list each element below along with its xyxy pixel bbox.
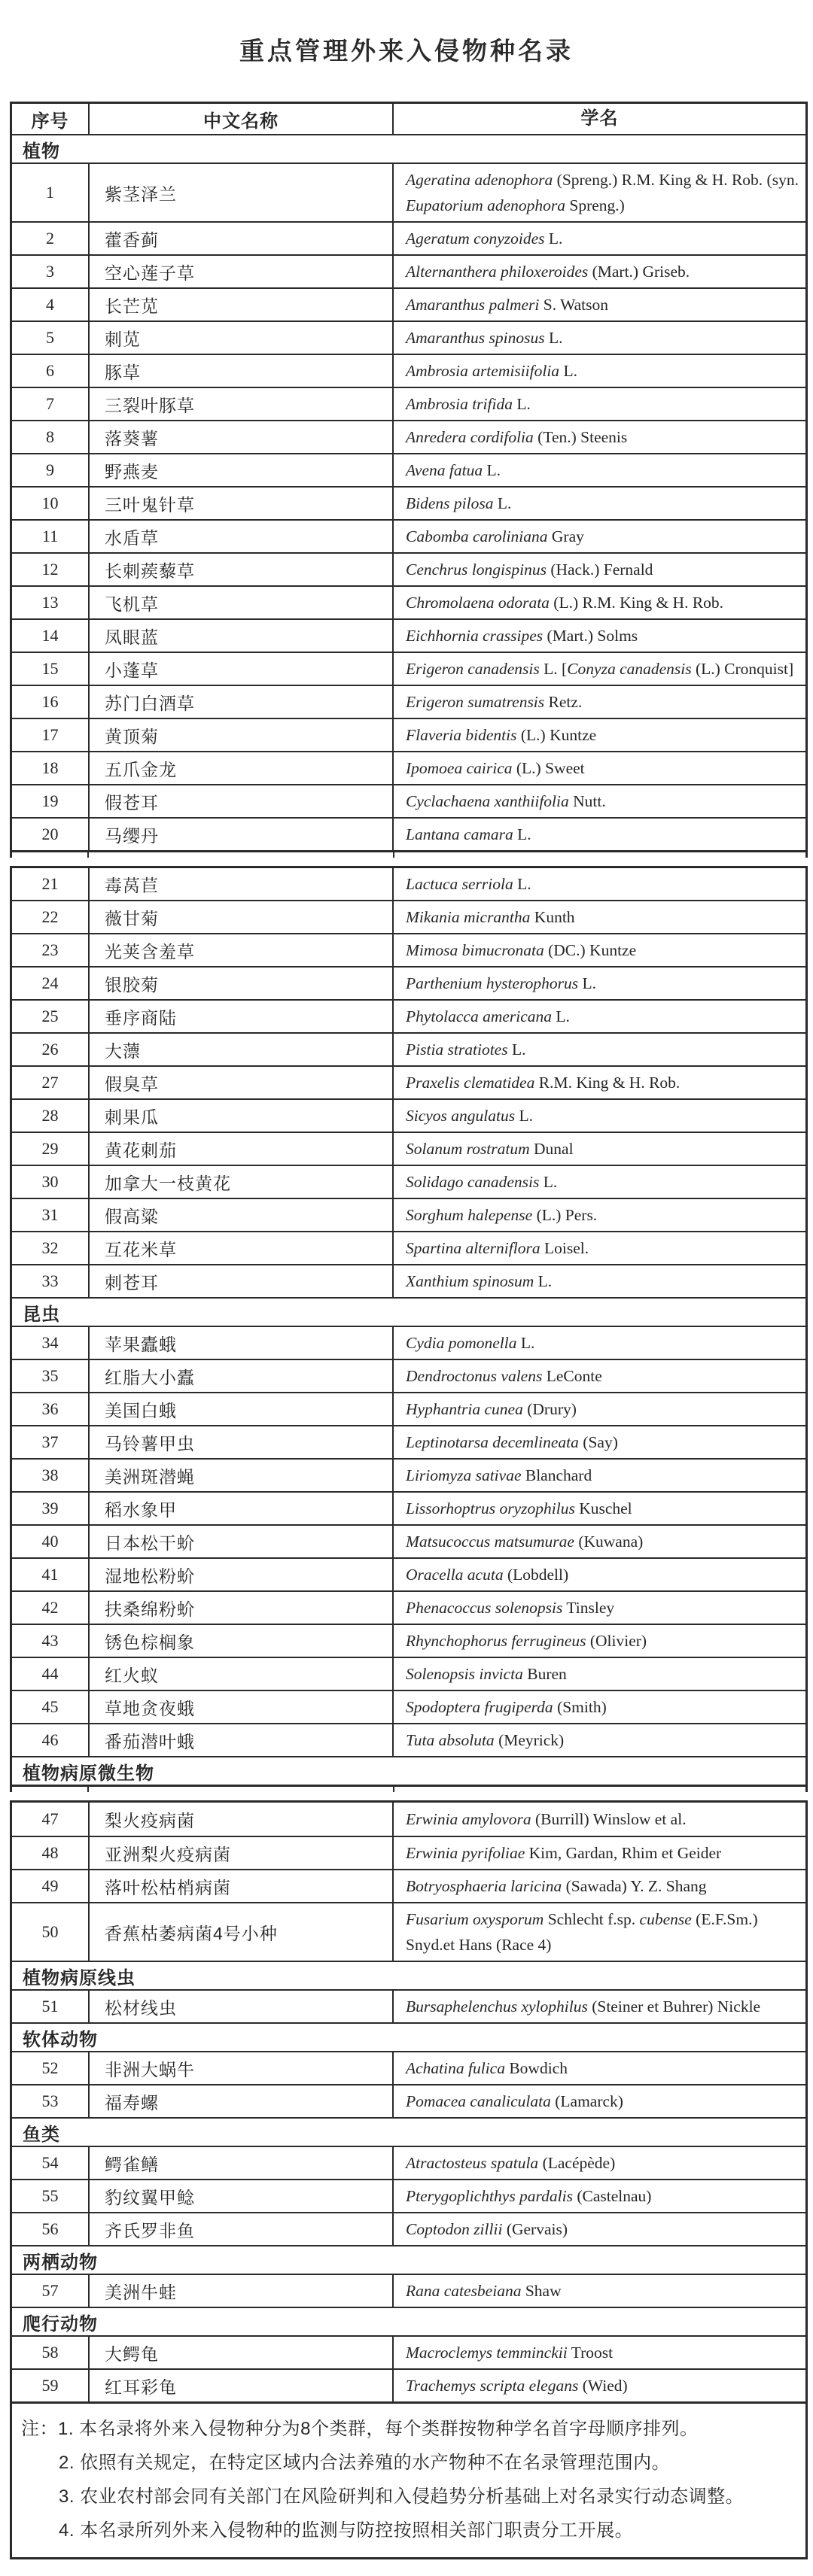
chinese-name: 水盾草 (90, 521, 394, 552)
scientific-name: Cabomba caroliniana Gray (406, 527, 584, 545)
row-number: 5 (12, 322, 90, 354)
row-number: 31 (12, 1199, 90, 1231)
scientific-name: Anredera cordifolia (Ten.) Steenis (406, 428, 628, 446)
scientific-name: Spodoptera frugiperda (Smith) (406, 1698, 607, 1716)
species-row (12, 966, 805, 999)
row-number: 43 (12, 1625, 90, 1657)
column-header: 中文名称 (90, 104, 394, 134)
notes-label: 注： (21, 2419, 58, 2439)
table-header-row (12, 104, 805, 134)
row-number: 41 (12, 1559, 90, 1590)
chinese-name: 三叶鬼针草 (90, 488, 394, 519)
row-number: 39 (12, 1493, 90, 1524)
scientific-name: Ambrosia artemisiifolia L. (406, 362, 577, 380)
row-number: 47 (12, 1803, 90, 1836)
species-row (12, 1165, 805, 1198)
species-row (12, 999, 805, 1032)
species-row (12, 618, 805, 652)
chinese-name: 假高粱 (90, 1199, 394, 1231)
table-page (10, 866, 808, 1787)
chinese-name: 藿香蓟 (90, 223, 394, 254)
table-page (10, 1800, 808, 2559)
scientific-name: Avena fatua L. (406, 461, 501, 479)
species-row (12, 868, 805, 900)
chinese-name: 稻水象甲 (90, 1493, 394, 1524)
species-row (12, 1032, 805, 1065)
row-number: 19 (12, 785, 90, 817)
row-number: 20 (12, 819, 90, 850)
row-number: 48 (12, 1837, 90, 1869)
row-number: 58 (12, 2337, 90, 2368)
scientific-name: Erwinia pyrifoliae Kim, Gardan, Rhim et Geider (406, 1844, 722, 1862)
species-row (12, 652, 805, 685)
chinese-name: 野燕麦 (90, 454, 394, 486)
chinese-name: 福寿螺 (90, 2085, 394, 2117)
scientific-name: Mikania micrantha Kunth (406, 908, 575, 926)
species-row (12, 320, 805, 354)
scientific-name: Pistia stratiotes L. (406, 1040, 526, 1059)
chinese-name: 红脂大小蠹 (90, 1360, 394, 1392)
scientific-name: Ageratum conyzoides L. (406, 229, 563, 248)
species-row (12, 1326, 805, 1359)
chinese-name: 垂序商陆 (90, 1001, 394, 1032)
species-row (12, 817, 805, 850)
chinese-name: 加拿大一枝黄花 (90, 1166, 394, 1198)
scientific-name: Spartina alterniflora Loisel. (406, 1239, 589, 1257)
species-row (12, 1098, 805, 1132)
chinese-name: 落叶松枯梢病菌 (90, 1870, 394, 1902)
row-number: 34 (12, 1327, 90, 1359)
species-row (12, 1690, 805, 1723)
scientific-name: Coptodon zillii (Gervais) (406, 2220, 568, 2238)
chinese-name: 红火蚁 (90, 1658, 394, 1690)
species-row (12, 718, 805, 751)
species-row (12, 585, 805, 618)
scientific-name: Alternanthera philoxeroides (Mart.) Griseb. (406, 263, 690, 281)
chinese-name: 美洲牛蛙 (90, 2275, 394, 2307)
row-number: 29 (12, 1133, 90, 1165)
species-row (12, 254, 805, 287)
chinese-name: 大鳄龟 (90, 2337, 394, 2368)
page-break-artifact (10, 852, 808, 858)
row-number: 57 (12, 2275, 90, 2307)
chinese-name: 鳄雀鳝 (90, 2147, 394, 2179)
note-line: 注：1. 本名录将外来入侵物种分为8个类群，每个类群按物种学名首字母顺序排列。 (21, 2419, 699, 2439)
row-number: 32 (12, 1232, 90, 1264)
scientific-name: Erigeron canadensis L. [Conyza canadensis (L.) Cronquist] (406, 660, 794, 678)
row-number: 17 (12, 719, 90, 751)
page-title: 重点管理外来入侵物种名录 (239, 38, 574, 65)
species-row (12, 1902, 805, 1961)
chinese-name: 马缨丹 (90, 819, 394, 850)
row-number: 15 (12, 653, 90, 685)
species-row (12, 1989, 805, 2022)
row-number: 59 (12, 2370, 90, 2401)
row-number: 11 (12, 521, 90, 552)
scientific-name: Chromolaena odorata (L.) R.M. King & H. Rob. (406, 594, 724, 612)
row-number: 40 (12, 1526, 90, 1557)
row-number: 42 (12, 1592, 90, 1624)
scientific-name: Achatina fulica Bowdich (406, 2059, 568, 2077)
chinese-name: 齐氏罗非鱼 (90, 2213, 394, 2245)
scientific-name: Tuta absoluta (Meyrick) (406, 1731, 565, 1749)
scientific-name: Bidens pilosa L. (406, 494, 512, 512)
row-number: 24 (12, 968, 90, 999)
row-number: 13 (12, 587, 90, 618)
chinese-name: 落葵薯 (90, 421, 394, 453)
row-number: 28 (12, 1100, 90, 1132)
species-row (12, 1425, 805, 1458)
chinese-name: 五爪金龙 (90, 752, 394, 784)
species-row (12, 751, 805, 784)
row-number: 52 (12, 2052, 90, 2084)
row-number: 38 (12, 1460, 90, 1491)
scientific-name: Ageratina adenophora (Spreng.) R.M. King & H. Rob. (syn. Eupatorium adenophora Spreng.) (406, 171, 799, 214)
species-row (12, 2335, 805, 2368)
species-row (12, 1198, 805, 1231)
row-number: 3 (12, 256, 90, 287)
row-number: 55 (12, 2180, 90, 2212)
scientific-name: Cenchrus longispinus (Hack.) Fernald (406, 560, 653, 579)
chinese-name: 假苍耳 (90, 785, 394, 817)
chinese-name: 锈色棕榈象 (90, 1625, 394, 1657)
species-row (12, 1392, 805, 1425)
category-row: 爬行动物 (12, 2307, 805, 2335)
species-row (12, 1869, 805, 1902)
row-number: 10 (12, 488, 90, 519)
scientific-name: Lantana camara L. (406, 825, 531, 843)
chinese-name: 刺苍耳 (90, 1265, 394, 1297)
row-number: 12 (12, 554, 90, 585)
species-row (12, 453, 805, 486)
scientific-name: Matsucoccus matsumurae (Kuwana) (406, 1533, 644, 1551)
chinese-name: 紫茎泽兰 (90, 164, 394, 221)
row-number: 1 (12, 164, 90, 221)
species-row (12, 1231, 805, 1264)
chinese-name: 松材线虫 (90, 1991, 394, 2022)
row-number: 44 (12, 1658, 90, 1690)
scientific-name: Solanum rostratum Dunal (406, 1140, 574, 1158)
scientific-name: Phenacoccus solenopsis Tinsley (406, 1599, 615, 1617)
species-row (12, 2084, 805, 2117)
scientific-name: Praxelis clematidea R.M. King & H. Rob. (406, 1074, 681, 1092)
species-row (12, 784, 805, 817)
note-line: 3. 农业农村部会同有关部门在风险研判和入侵趋势分析基础上对名录实行动态调整。 (59, 2486, 744, 2507)
row-number: 27 (12, 1067, 90, 1098)
species-row (12, 1590, 805, 1624)
category-row: 植物 (12, 134, 805, 163)
row-number: 7 (12, 388, 90, 420)
category-row: 鱼类 (12, 2117, 805, 2146)
scientific-name: Oracella acuta (Lobdell) (406, 1566, 569, 1584)
notes (12, 2401, 805, 2557)
scientific-name: Atractosteus spatula (Lacépède) (406, 2154, 616, 2172)
row-number: 21 (12, 868, 90, 900)
species-row (12, 1557, 805, 1590)
species-row (12, 354, 805, 387)
chinese-name: 美洲斑潜蝇 (90, 1460, 394, 1491)
species-row (12, 900, 805, 933)
row-number: 35 (12, 1360, 90, 1392)
row-number: 23 (12, 934, 90, 966)
species-row (12, 2368, 805, 2401)
row-number: 56 (12, 2213, 90, 2245)
column-header: 学名 (580, 108, 619, 129)
chinese-name: 长芒苋 (90, 289, 394, 320)
category-row: 软体动物 (12, 2022, 805, 2051)
category-row: 两栖动物 (12, 2245, 805, 2274)
species-row (12, 685, 805, 718)
row-number: 26 (12, 1034, 90, 1065)
scientific-name: Cydia pomonella L. (406, 1334, 535, 1352)
scientific-name: Erwinia amylovora (Burrill) Winslow et al. (406, 1810, 687, 1828)
chinese-name: 光荚含羞草 (90, 934, 394, 966)
chinese-name: 日本松干蚧 (90, 1526, 394, 1557)
scientific-name: Flaveria bidentis (L.) Kuntze (406, 726, 597, 744)
chinese-name: 红耳彩龟 (90, 2370, 394, 2401)
row-number: 14 (12, 620, 90, 652)
scientific-name: Rhynchophorus ferrugineus (Olivier) (406, 1632, 647, 1650)
species-row (12, 1803, 805, 1836)
species-row (12, 1359, 805, 1392)
row-number: 6 (12, 355, 90, 387)
chinese-name: 番茄潜叶蛾 (90, 1724, 394, 1756)
category-row: 植物病原微生物 (12, 1756, 805, 1785)
row-number: 30 (12, 1166, 90, 1198)
chinese-name: 湿地松粉蚧 (90, 1559, 394, 1590)
chinese-name: 小蓬草 (90, 653, 394, 685)
row-number: 8 (12, 421, 90, 453)
chinese-name: 长刺蒺藜草 (90, 554, 394, 585)
chinese-name: 互花米草 (90, 1232, 394, 1264)
chinese-name: 扶桑绵粉蚧 (90, 1592, 394, 1624)
scientific-name: Lactuca serriola L. (406, 875, 531, 893)
species-row (12, 1458, 805, 1491)
scientific-name: Leptinotarsa decemlineata (Say) (406, 1433, 618, 1451)
species-row (12, 1657, 805, 1690)
species-row (12, 1524, 805, 1557)
species-table (10, 102, 808, 2559)
note-line: 2. 依照有关规定，在特定区域内合法养殖的水产物种不在名录管理范围内。 (59, 2453, 671, 2473)
row-number: 49 (12, 1870, 90, 1902)
chinese-name: 豚草 (90, 355, 394, 387)
row-number: 2 (12, 223, 90, 254)
species-row (12, 420, 805, 453)
chinese-name: 毒莴苣 (90, 868, 394, 900)
scientific-name: Sorghum halepense (L.) Pers. (406, 1206, 598, 1224)
chinese-name: 大薸 (90, 1034, 394, 1065)
scientific-name: Eichhornia crassipes (Mart.) Solms (406, 627, 638, 645)
species-row (12, 2146, 805, 2179)
scientific-name: Ipomoea cairica (L.) Sweet (406, 759, 585, 777)
species-row (12, 2051, 805, 2084)
row-number: 22 (12, 901, 90, 933)
row-number: 50 (12, 1903, 90, 1961)
chinese-name: 苏门白酒草 (90, 686, 394, 718)
chinese-name: 刺果瓜 (90, 1100, 394, 1132)
scientific-name: Amaranthus palmeri S. Watson (406, 296, 609, 314)
chinese-name: 飞机草 (90, 587, 394, 618)
species-row (12, 1264, 805, 1297)
chinese-name: 美国白蛾 (90, 1393, 394, 1425)
chinese-name: 非洲大蜗牛 (90, 2052, 394, 2084)
chinese-name: 假臭草 (90, 1067, 394, 1098)
scientific-name: Lissorhoptrus oryzophilus Kuschel (406, 1499, 632, 1517)
row-number: 46 (12, 1724, 90, 1756)
species-row (12, 486, 805, 519)
scientific-name: Pomacea canaliculata (Lamarck) (406, 2092, 623, 2110)
chinese-name: 凤眼蓝 (90, 620, 394, 652)
chinese-name: 三裂叶豚草 (90, 388, 394, 420)
category-row: 植物病原线虫 (12, 1961, 805, 1989)
scientific-name: Dendroctonus valens LeConte (406, 1367, 602, 1385)
scientific-name: Botryosphaeria laricina (Sawada) Y. Z. Shang (406, 1877, 707, 1895)
scientific-name: Cyclachaena xanthiifolia Nutt. (406, 792, 606, 810)
chinese-name: 刺苋 (90, 322, 394, 354)
row-number: 37 (12, 1426, 90, 1458)
row-number: 53 (12, 2085, 90, 2117)
chinese-name: 黄花刺茄 (90, 1133, 394, 1165)
row-number: 54 (12, 2147, 90, 2179)
scientific-name: Rana catesbeiana Shaw (406, 2282, 562, 2300)
scientific-name: Sicyos angulatus L. (406, 1107, 534, 1125)
scientific-name: Trachemys scripta elegans (Wied) (406, 2377, 628, 2395)
chinese-name: 豹纹翼甲鲶 (90, 2180, 394, 2212)
chinese-name: 银胶菊 (90, 968, 394, 999)
chinese-name: 苹果蠹蛾 (90, 1327, 394, 1359)
chinese-name: 草地贪夜蛾 (90, 1691, 394, 1723)
species-row (12, 1836, 805, 1869)
row-number: 18 (12, 752, 90, 784)
species-row (12, 1132, 805, 1165)
row-number: 16 (12, 686, 90, 718)
scientific-name: Macroclemys temminckii Troost (406, 2344, 614, 2362)
scientific-name: Parthenium hysterophorus L. (406, 974, 597, 992)
species-row (12, 163, 805, 221)
table-page (10, 102, 808, 852)
scientific-name: Fusarium oxysporum Schlecht f.sp. cubense (E.F.Sm.) Snyd.et Hans (Race 4) (406, 1910, 758, 1954)
species-row (12, 1065, 805, 1098)
scientific-name: Amaranthus spinosus L. (406, 329, 563, 347)
species-row (12, 1723, 805, 1756)
scientific-name: Pterygoplichthys pardalis (Castelnau) (406, 2187, 652, 2205)
species-row (12, 933, 805, 966)
chinese-name: 马铃薯甲虫 (90, 1426, 394, 1458)
scientific-name: Erigeron sumatrensis Retz. (406, 693, 583, 711)
scientific-name: Phytolacca americana L. (406, 1007, 570, 1025)
species-row (12, 287, 805, 320)
scientific-name: Ambrosia trifida L. (406, 395, 531, 413)
row-number: 9 (12, 454, 90, 486)
row-number: 36 (12, 1393, 90, 1425)
chinese-name: 梨火疫病菌 (90, 1803, 394, 1836)
row-number: 45 (12, 1691, 90, 1723)
scientific-name: Solidago canadensis L. (406, 1173, 558, 1191)
chinese-name: 香蕉枯萎病菌4号小种 (90, 1903, 394, 1961)
row-number: 51 (12, 1991, 90, 2022)
species-row (12, 2179, 805, 2212)
species-row (12, 2274, 805, 2307)
species-row (12, 552, 805, 585)
column-header: 序号 (12, 104, 90, 134)
row-number: 4 (12, 289, 90, 320)
species-row (12, 1491, 805, 1524)
scientific-name: Hyphantria cunea (Drury) (406, 1400, 577, 1418)
scientific-name: Solenopsis invicta Buren (406, 1665, 567, 1683)
chinese-name: 空心莲子草 (90, 256, 394, 287)
species-row (12, 1624, 805, 1657)
species-row (12, 387, 805, 420)
species-row (12, 2212, 805, 2245)
chinese-name: 薇甘菊 (90, 901, 394, 933)
chinese-name: 亚洲梨火疫病菌 (90, 1837, 394, 1869)
row-number: 25 (12, 1001, 90, 1032)
scientific-name: Liriomyza sativae Blanchard (406, 1466, 592, 1484)
species-row (12, 221, 805, 254)
scientific-name: Mimosa bimucronata (DC.) Kuntze (406, 941, 637, 959)
category-row: 昆虫 (12, 1297, 805, 1326)
scientific-name: Bursaphelenchus xylophilus (Steiner et Buhrer) Nickle (406, 1997, 761, 2016)
note-line: 4. 本名录所列外来入侵物种的监测与防控按照相关部门职责分工开展。 (59, 2520, 634, 2541)
scientific-name: Xanthium spinosum L. (406, 1272, 553, 1290)
species-row (12, 519, 805, 552)
row-number: 33 (12, 1265, 90, 1297)
chinese-name: 黄顶菊 (90, 719, 394, 751)
page-break-artifact (10, 1787, 808, 1792)
